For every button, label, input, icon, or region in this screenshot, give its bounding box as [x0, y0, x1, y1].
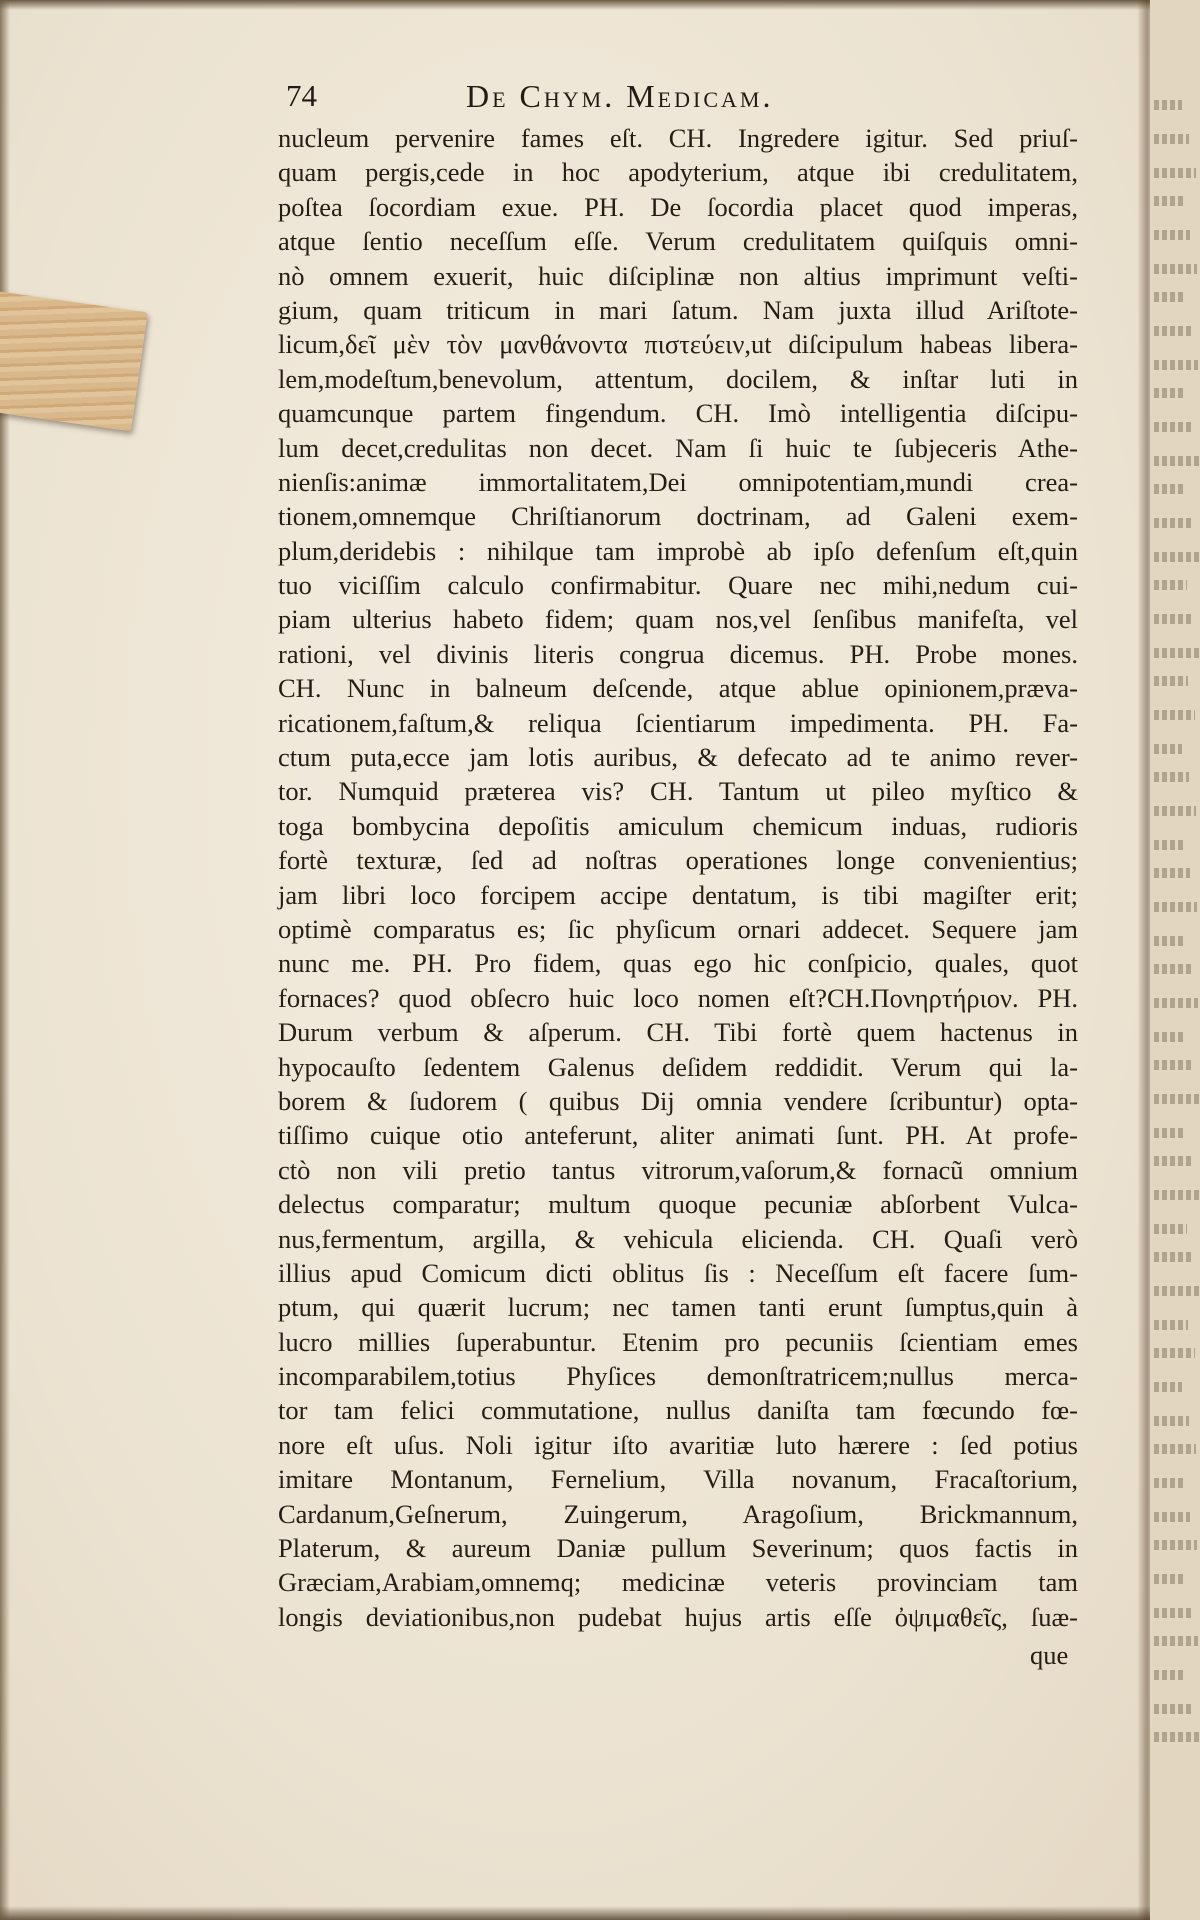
text-line: nus,fermentum, argilla, & vehicula elicienda. CH. Quaſi verò [278, 1223, 1078, 1254]
text-line: fornaces? quod obſecro huic loco nomen eſt?CH.Πονηρτήριον. PH. [278, 982, 1078, 1013]
facing-page-text-fragment [1154, 168, 1196, 178]
facing-page-text-fragment [1154, 1320, 1188, 1330]
facing-page-text-fragment [1154, 806, 1196, 816]
text-line: Græciam,Arabiam,omnemq; medicinæ veteris provinciam tam [278, 1567, 1078, 1598]
facing-page-text-fragment [1154, 580, 1187, 590]
facing-page-text-fragment [1154, 1444, 1196, 1454]
facing-page-text-fragment [1154, 230, 1190, 240]
facing-page-text-fragment [1154, 196, 1183, 206]
facing-page-text-fragment [1154, 1670, 1185, 1680]
facing-page-text-fragment [1154, 388, 1185, 398]
facing-page-text-fragment [1154, 1224, 1187, 1234]
facing-page-text-fragment [1154, 614, 1194, 624]
facing-page-text-fragment [1154, 840, 1183, 850]
facing-page-text-fragment [1154, 1608, 1191, 1618]
facing-page-text-fragment [1154, 360, 1198, 370]
text-line: licum,δεῖ μὲν τὸν μανθάνοντα πιστεύειν,ut diſcipulum habeas libera- [278, 329, 1078, 360]
facing-page-text-fragment [1154, 902, 1197, 912]
text-line: toga bombycina depoſitis amiculum chemicum induas, rudioris [278, 810, 1078, 841]
text-line: borem & ſudorem ( quibus Dij omnia vendere ſcribuntur) opta- [278, 1085, 1078, 1116]
text-line: quamcunque partem fingendum. CH. Imò intelligentia diſcipu- [278, 398, 1078, 429]
text-line: ricationem,faſtum,& reliqua ſcientiarum impedimenta. PH. Fa- [278, 707, 1078, 738]
text-line: ctum puta,ecce jam lotis auribus, & defecato ad te animo rever- [278, 742, 1078, 773]
text-line: CH. Nunc in balneum deſcende, atque ablue opinionem,præva- [278, 673, 1078, 704]
facing-page-text-fragment [1154, 772, 1189, 782]
facing-page-text-fragment [1154, 1032, 1185, 1042]
text-line: nienſis:animæ immortalitatem,Dei omnipotentiam,mundi crea- [278, 466, 1078, 497]
facing-page-text-fragment [1154, 964, 1191, 974]
text-line: optimè comparatus es; ſic phyſicum ornari addecet. Sequere jam [278, 913, 1078, 944]
text-line: tor. Numquid præterea vis? CH. Tantum ut pileo myſtico & [278, 776, 1078, 807]
text-line: gium, quam triticum in mari ſatum. Nam juxta illud Ariſtote- [278, 294, 1078, 325]
facing-page-text-fragment [1154, 518, 1193, 528]
facing-page-text-fragment [1154, 1512, 1190, 1522]
page-top-edge [0, 0, 1200, 10]
paper-bookmark-tab [0, 289, 148, 431]
facing-page-text-fragment [1154, 326, 1191, 336]
text-line: fortè texturæ, ſed ad noſtras operationes longe convenientius; [278, 845, 1078, 876]
facing-page-text-fragment [1154, 1060, 1192, 1070]
text-line: nunc me. PH. Pro fidem, quas ego hic conſpicio, quales, quot [278, 948, 1078, 979]
facing-page-text-fragment [1154, 1574, 1184, 1584]
text-line: nò omnem exuerit, huic diſciplinæ non altius imprimunt veſti- [278, 260, 1078, 291]
facing-page-text-fragment [1154, 1636, 1198, 1646]
text-line: delectus comparatur; multum quoque pecuniæ abſorbent Vulca- [278, 1189, 1078, 1220]
facing-page-text-fragment [1154, 1382, 1182, 1392]
text-line: plum,deridebis : nihilque tam improbè ab ipſo defenſum eſt,quin [278, 535, 1078, 566]
text-line: ctò non vili pretio tantus vitrorum,vaſorum,& fornacũ omnium [278, 1154, 1078, 1185]
text-line: nore eſt uſus. Noli igitur iſto avaritiæ luto hærere : ſed potius [278, 1429, 1078, 1460]
facing-page-text-fragment [1154, 1348, 1195, 1358]
body-text [278, 121, 1078, 1634]
text-line: lem,modeſtum,benevolum, attentum, docilem, & inſtar luti in [278, 363, 1078, 394]
facing-page-text-fragment [1154, 134, 1189, 144]
facing-page-text-fragment [1154, 1416, 1189, 1426]
facing-page-text-fragment [1154, 1286, 1200, 1296]
page-number: 74 [286, 78, 317, 113]
text-line: tionem,omnemque Chriſtianorum doctrinam, ad Galeni exem- [278, 501, 1078, 532]
text-line: imitare Montanum, Fernelium, Villa novanum, Fracaſtorium, [278, 1464, 1078, 1495]
text-line: tiſſimo cuique otio anteferunt, aliter animati ſunt. PH. At profe- [278, 1120, 1078, 1151]
facing-page-text-fragment [1154, 1704, 1192, 1714]
text-line: Cardanum,Geſnerum, Zuingerum, Aragoſium, Brickmannum, [278, 1498, 1078, 1529]
text-line: piam ulterius habeto fidem; quam nos,vel ſenſibus manifeſta, vel [278, 604, 1078, 635]
text-line: tuo viciſſim calculo confirmabitur. Quare nec mihi,nedum cui- [278, 570, 1078, 601]
text-line: longis deviationibus,non pudebat hujus artis eſſe ὀψιμαθεῖς, ſuæ- [278, 1601, 1078, 1632]
text-line: rationi, vel divinis literis congrua dicemus. PH. Probe mones. [278, 638, 1078, 669]
facing-page-text-fragment [1154, 676, 1188, 686]
facing-page-text-fragment [1154, 744, 1182, 754]
text-line: lucro millies ſuperabuntur. Etenim pro pecuniis ſcientiam emes [278, 1326, 1078, 1357]
text-line: Durum verbum & aſperum. CH. Tibi fortè quem hactenus in [278, 1017, 1078, 1048]
facing-page-text-fragment [1154, 1478, 1183, 1488]
facing-page-text-fragment [1154, 552, 1200, 562]
page-header [286, 78, 1086, 120]
facing-page-text-fragment [1154, 1732, 1199, 1742]
facing-page-text-fragment [1154, 422, 1192, 432]
facing-page-text-fragment [1154, 1252, 1194, 1262]
facing-page-text-fragment [1154, 998, 1198, 1008]
facing-page-text-fragment [1154, 936, 1184, 946]
facing-page-text-fragment [1154, 1540, 1197, 1550]
text-line: nucleum pervenire fames eſt. CH. Ingredere igitur. Sed priuſ- [278, 123, 1078, 153]
facing-page-text-fragment [1154, 1156, 1193, 1166]
catchword: que [1030, 1640, 1069, 1670]
page-bottom-edge [0, 1906, 1200, 1920]
text-line: atque ſentio neceſſum eſſe. Verum credulitatem quiſquis omni- [278, 226, 1078, 257]
facing-page-text-fragment [1154, 456, 1199, 466]
facing-page-text-fragment [1154, 648, 1200, 658]
text-line: illius apud Comicum dicti oblitus ſis : Neceſſum eſt facere ſum- [278, 1257, 1078, 1288]
running-head: De Chym. Medicam. [466, 78, 774, 114]
facing-page-text-fragment [1154, 292, 1184, 302]
facing-page-text-fragment [1154, 264, 1197, 274]
facing-page-text-fragment [1154, 1094, 1199, 1104]
facing-page-text-fragment [1154, 710, 1195, 720]
text-line: ptum, qui quærit lucrum; nec tamen tanti erunt ſumptus,quin à [278, 1292, 1078, 1323]
text-line: tor tam felici commutatione, nullus daniſta tam fœcundo fœ- [278, 1395, 1078, 1426]
text-line: incomparabilem,totius Phyſices demonſtratricem;nullus merca- [278, 1361, 1078, 1392]
facing-page-edge [1150, 0, 1200, 1920]
text-line: Platerum, & aureum Daniæ pullum Severinum; quos factis in [278, 1533, 1078, 1564]
text-line: lum decet,credulitas non decet. Nam ſi huic te ſubjeceris Athe- [278, 432, 1078, 463]
text-line: poſtea ſocordiam exue. PH. De ſocordia placet quod imperas, [278, 191, 1078, 222]
facing-page-text-fragment [1154, 1190, 1200, 1200]
facing-page-text-fragment [1154, 868, 1190, 878]
text-line: quam pergis,cede in hoc apodyterium, atque ibi credulitatem, [278, 157, 1078, 188]
facing-page-text-fragment [1154, 1128, 1186, 1138]
page-left-edge [0, 0, 10, 1920]
facing-page-text-fragment [1154, 100, 1182, 110]
text-line: jam libri loco forcipem accipe dentatum, is tibi magiſter erit; [278, 879, 1078, 910]
text-line: hypocauſto ſedentem Galenus deſidem reddidit. Verum qui la- [278, 1051, 1078, 1082]
facing-page-text-fragment [1154, 484, 1186, 494]
